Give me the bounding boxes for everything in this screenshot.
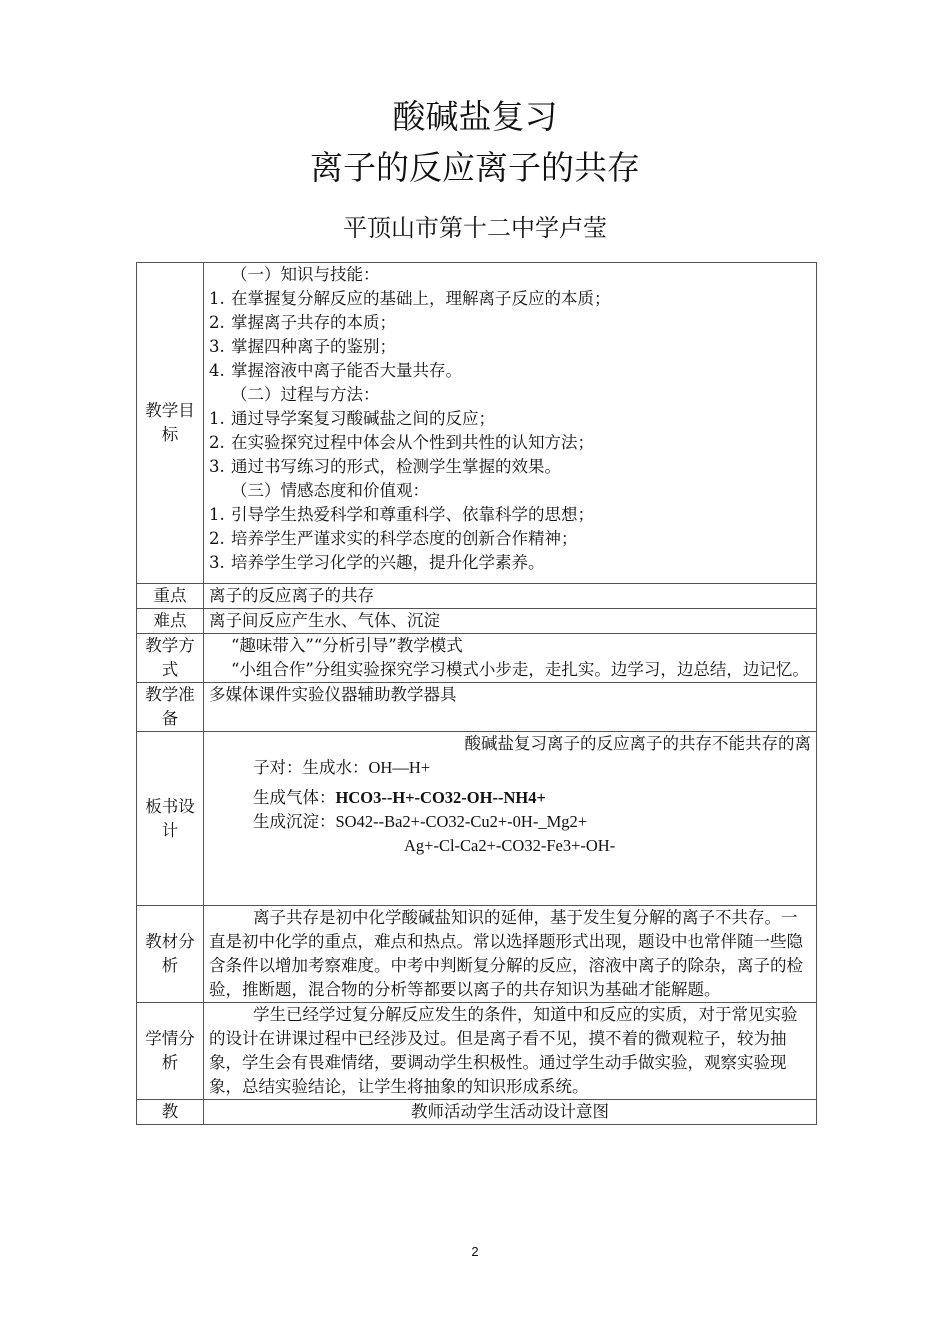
goals-knowledge-item: 1. 在掌握复分解反应的基础上，理解离子反应的本质； bbox=[209, 289, 611, 308]
goals-heading-knowledge: （一）知识与技能： bbox=[231, 265, 380, 284]
process-header: 教师活动学生活动设计意图 bbox=[204, 1100, 817, 1125]
table-row-process bbox=[137, 1100, 817, 1125]
board-water-ions: OH—H+ bbox=[368, 758, 431, 777]
goals-heading-attitude: （三）情感态度和价值观： bbox=[231, 481, 429, 500]
board-gas-ions: HCO3--H+-CO32-OH--NH4+ bbox=[335, 788, 546, 807]
process-label: 教 bbox=[137, 1100, 204, 1125]
material-label: 教材分析 bbox=[137, 906, 204, 1003]
method-line1: “趣味带入”“分析引导”教学模式 bbox=[231, 636, 463, 655]
students-text: 学生已经学过复分解反应发生的条件，知道中和反应的实质，对于常见实验的设计在讲课过程中已经涉及过。但是离子看不见，摸不着的微观粒子，较为抽象，学生会有畏难情绪，要调动学生积极性。通过学生动手做实验，观察实验现象，总结实验结论，让学生将抽象的知识形成系统。 bbox=[204, 1003, 817, 1100]
goals-content bbox=[204, 263, 817, 584]
board-content bbox=[204, 732, 817, 906]
prep-label: 教学准备 bbox=[137, 683, 204, 732]
table-row-goals bbox=[137, 263, 817, 584]
prep-text: 多媒体课件实验仪器辅助教学器具 bbox=[204, 683, 817, 732]
table-row-method bbox=[137, 634, 817, 683]
goals-heading-process: （二）过程与方法： bbox=[231, 385, 380, 404]
goals-process-item: 3. 通过书写练习的形式，检测学生掌握的效果。 bbox=[209, 457, 561, 476]
key-label: 重点 bbox=[137, 584, 204, 609]
board-gas-line: 生成气体：HCO3--H+-CO32-OH--NH4+ bbox=[253, 788, 546, 807]
goals-knowledge-item: 2. 掌握离子共存的本质； bbox=[209, 313, 396, 332]
goals-knowledge-item: 3. 掌握四种离子的鉴别； bbox=[209, 337, 396, 356]
page-number: 2 bbox=[471, 1244, 479, 1259]
key-text: 离子的反应离子的共存 bbox=[204, 584, 817, 609]
method-label: 教学方式 bbox=[137, 634, 204, 683]
table-row-difficulty bbox=[137, 609, 817, 634]
document-title-line1: 酸碱盐复习 bbox=[392, 97, 558, 136]
board-precipitate-line: 生成沉淀：SO42--Ba2+-CO32-Cu2+-0H-_Mg2+ bbox=[253, 812, 588, 831]
goals-attitude-item: 2. 培养学生严谨求实的科学态度的创新合作精神； bbox=[209, 529, 578, 548]
table-row-students bbox=[137, 1003, 817, 1100]
table-row-material bbox=[137, 906, 817, 1003]
lesson-plan-table bbox=[136, 262, 817, 1125]
goals-label: 教学目标 bbox=[137, 263, 204, 584]
method-content bbox=[204, 634, 817, 683]
difficulty-text: 离子间反应产生水、气体、沉淀 bbox=[204, 609, 817, 634]
table-row-board bbox=[137, 732, 817, 906]
board-label: 板书设计 bbox=[137, 732, 204, 906]
board-heading: 酸碱盐复习离子的反应离子的共存不能共存的离 bbox=[464, 734, 811, 753]
board-water-line: 子对：生成水：OH—H+ bbox=[253, 758, 431, 777]
board-precipitate-ions-1: SO42--Ba2+-CO32-Cu2+-0H-_Mg2+ bbox=[335, 812, 588, 831]
document-title-line2: 离子的反应离子的共存 bbox=[310, 148, 640, 187]
method-line2: “小组合作”分组实验探究学习模式小步走，走扎实。边学习，边总结，边记忆。 bbox=[231, 660, 809, 679]
table-row-key bbox=[137, 584, 817, 609]
board-precipitate-ions-2: Ag+-Cl-Ca2+-CO32-Fe3+-OH- bbox=[404, 836, 616, 855]
goals-knowledge-item: 4. 掌握溶液中离子能否大量共存。 bbox=[209, 361, 462, 380]
goals-process-item: 2. 在实验探究过程中体会从个性到共性的认知方法； bbox=[209, 433, 594, 452]
students-label: 学情分析 bbox=[137, 1003, 204, 1100]
author-line: 平顶山市第十二中学卢莹 bbox=[343, 214, 607, 242]
table-row-prep bbox=[137, 683, 817, 732]
difficulty-label: 难点 bbox=[137, 609, 204, 634]
material-text: 离子共存是初中化学酸碱盐知识的延伸，基于发生复分解的离子不共存。一直是初中化学的重点，难点和热点。常以选择题形式出现，题设中也常伴随一些隐含条件以增加考察难度。中考中判断复分解的反应，溶液中离子的除杂，离子的检验，推断题，混合物的分析等都要以离子的共存知识为基础才能解题。 bbox=[204, 906, 817, 1003]
goals-attitude-item: 3. 培养学生学习化学的兴趣，提升化学素养。 bbox=[209, 553, 545, 572]
goals-process-item: 1. 通过导学案复习酸碱盐之间的反应； bbox=[209, 409, 495, 428]
goals-attitude-item: 1. 引导学生热爱科学和尊重科学、依靠科学的思想； bbox=[209, 505, 594, 524]
